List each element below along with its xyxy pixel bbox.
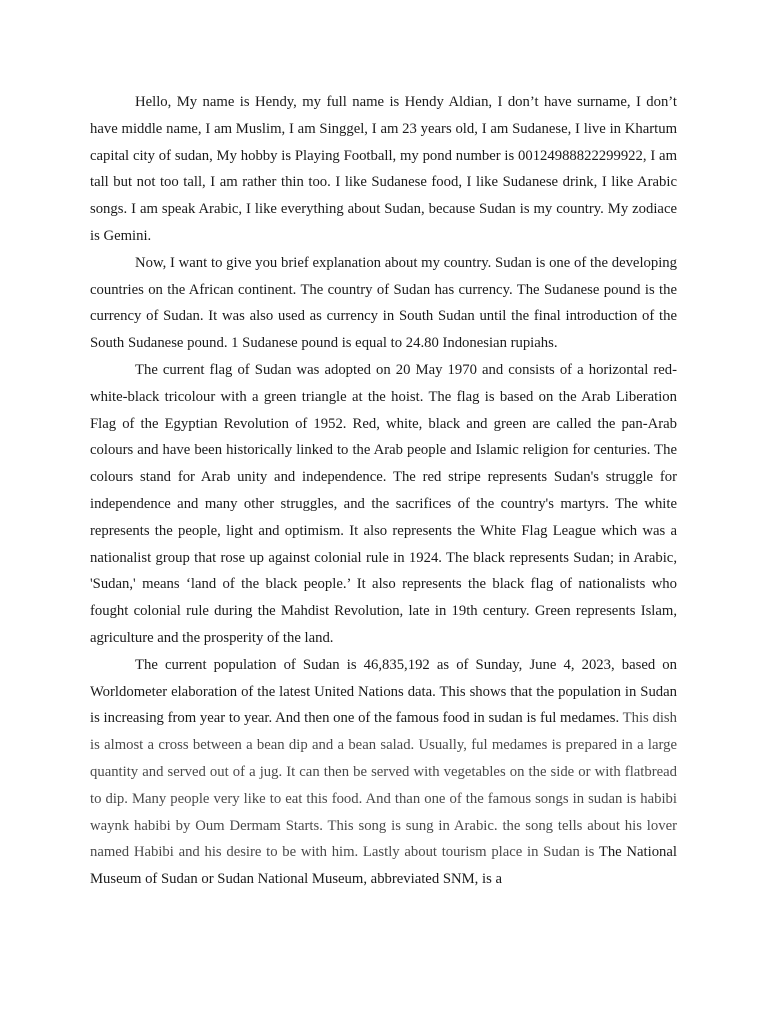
paragraph-flag: The current flag of Sudan was adopted on 20 May 1970 and consists of a horizontal red-white-black tricolour with a green triangle at the hoist. The flag is based on the Arab Liberation Flag of the Egyptian Revolution of 1952. Red, white, black and green are called the pan-Arab colours and have been historically linked to the Arab people and Islamic religion for centuries. The colours stand for Arab unity and independence. The red stripe represents Sudan's struggle for independence and many other struggles, and the sacrifices of the country's martyrs. The white represents the people, light and optimism. It also represents the White Flag League which was a nationalist group that rose up against colonial rule in 1924. The black represents Sudan; in Arabic, 'Sudan,' means ‘land of the black people.’ It also represents the black flag of nationalists who fought colonial rule during the Mahdist Revolution, late in 19th century. Green represents Islam, agriculture and the prosperity of the land.	[90, 361, 677, 646]
paragraph-introduction: Hello, My name is Hendy, my full name is Hendy Aldian, I don’t have surname, I don’t have middle name, I am Muslim, I am Singgel, I am 23 years old, I am Sudanese, I live in Khartum capital city of sudan, My hobby is Playing Football, my pond number is 00124988822299922, I am tall but not too tall, I am rather thin too. I like Sudanese food, I like Sudanese drink, I like Arabic songs. I am speak Arabic, I like everything about Sudan, because Sudan is my country. My zodiace is Gemini.	[90, 94, 677, 244]
document-body	[90, 89, 677, 893]
paragraph-population	[90, 652, 677, 893]
paragraph-food-songs-text: This dish is almost a cross between a bean dip and a bean salad. Usually, ful medames is prepared in a large quantity and served out of a jug. It can then be served with vegetables on the side or with flatbread to dip. Many people very like to eat this food. And than one of the famous songs in sudan is habibi waynk habibi by Oum Dermam Starts. This song is sung in Arabic. the song tells about his lover named Habibi and his desire to be with him. Lastly about tourism place in Sudan is	[90, 710, 677, 861]
paragraph-currency: Now, I want to give you brief explanation about my country. Sudan is one of the developing countries on the African continent. The country of Sudan has currency. The Sudanese pound is the currency of Sudan. It was also used as currency in South Sudan until the final introduction of the South Sudanese pound. 1 Sudanese pound is equal to 24.80 Indonesian rupiahs.	[90, 254, 677, 352]
paragraph-population-text: The current population of Sudan is 46,835,192 as of Sunday, June 4, 2023, based on Worldometer elaboration of the latest United Nations data. This shows that the population in Sudan is increasing from year to year. And then one of the famous food in sudan is ful medames.	[90, 656, 677, 727]
paragraph-museum-text: The National Museum of Sudan or Sudan National Museum, abbreviated SNM, is a	[90, 844, 677, 888]
